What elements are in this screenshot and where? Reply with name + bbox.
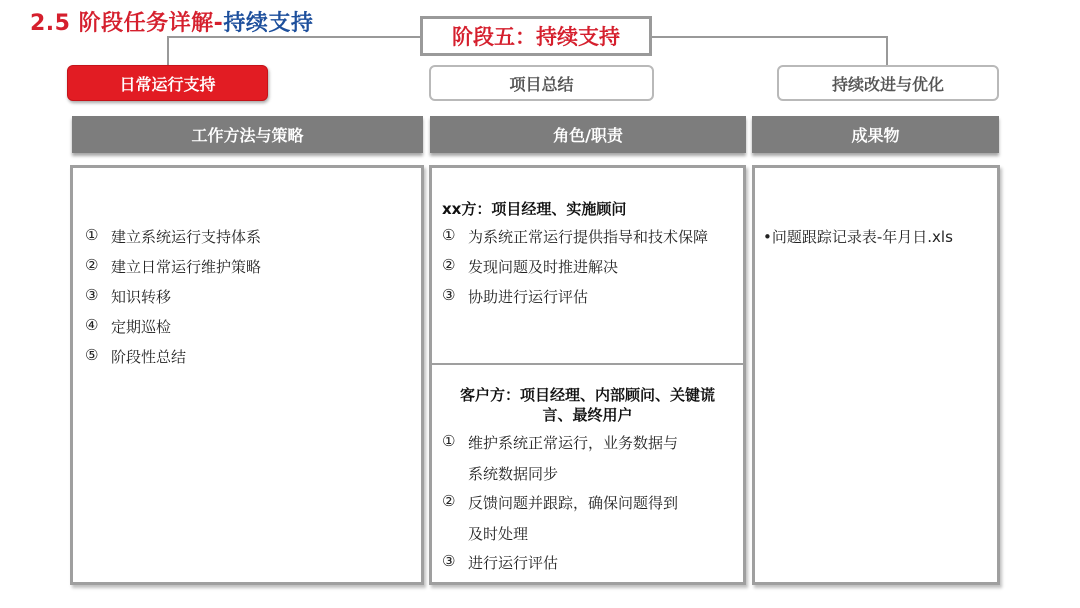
- client-roles-heading: [438, 385, 737, 425]
- tab-daily-operation-support[interactable]: [67, 65, 268, 101]
- list-item: [442, 226, 708, 247]
- item-number: ②: [85, 256, 99, 274]
- item-text: 为系统正常运行提供指导和技术保障: [468, 228, 709, 246]
- column-header-label: 工作方法与策略: [191, 126, 304, 145]
- item-number: ①: [85, 226, 99, 244]
- connector-left-horizontal: [167, 36, 420, 38]
- column-header-label: 角色/职责: [553, 126, 623, 145]
- item-text: 定期巡检: [111, 318, 172, 336]
- column-header-deliverables: [752, 116, 999, 153]
- item-text: 发现问题及时推进解决: [468, 258, 619, 276]
- deliverables-panel: [752, 165, 1000, 585]
- item-text: 建立系统运行支持体系: [111, 228, 262, 246]
- item-number: ①: [442, 226, 456, 244]
- item-number: ②: [442, 256, 456, 274]
- list-item: [442, 552, 558, 573]
- title-sub: 持续支持: [223, 11, 314, 36]
- item-text: 协助进行运行评估: [468, 288, 589, 306]
- tab-project-summary[interactable]: [429, 65, 654, 101]
- client-heading-line1: 客户方：项目经理、内部顾问、关键谎: [459, 386, 715, 404]
- item-text: 维护系统正常运行，业务数据与: [468, 434, 679, 452]
- list-item: [442, 432, 678, 484]
- column-header-methods: [72, 116, 423, 153]
- list-item: [85, 256, 261, 277]
- title-main: 阶段任务详解: [78, 11, 214, 36]
- tab-continuous-improvement[interactable]: [777, 65, 999, 101]
- item-text: 进行运行评估: [468, 554, 559, 572]
- list-item: [442, 286, 588, 307]
- title-separator: -: [213, 11, 224, 36]
- connector-right-vertical: [886, 36, 888, 65]
- phase-title-box: [420, 16, 652, 56]
- roles-panel: [429, 165, 746, 585]
- connector-left-vertical: [167, 36, 169, 65]
- item-number: ③: [442, 286, 456, 304]
- roles-divider: [432, 363, 743, 365]
- methods-panel: [70, 165, 424, 585]
- slide-title: [30, 6, 313, 37]
- list-item: [85, 316, 171, 337]
- list-item: [85, 286, 171, 307]
- tab-label: 持续改进与优化: [831, 74, 944, 94]
- list-item: [85, 346, 186, 367]
- item-number: ③: [85, 286, 99, 304]
- item-number: ②: [442, 492, 456, 510]
- connector-right-horizontal: [652, 36, 888, 38]
- item-number: ③: [442, 552, 456, 570]
- item-number: ④: [85, 316, 99, 334]
- client-heading-line2: 言、最终用户: [542, 406, 633, 424]
- column-header-label: 成果物: [851, 126, 900, 145]
- list-item: [442, 256, 618, 277]
- list-item: [442, 492, 678, 544]
- vendor-roles-heading: xx方：项目经理、实施顾问: [442, 200, 627, 218]
- item-text: 知识转移: [111, 288, 172, 306]
- tab-label: 项目总结: [509, 74, 574, 94]
- item-text: 阶段性总结: [111, 348, 187, 366]
- phase-label: 阶段五：持续支持: [452, 25, 620, 49]
- item-number: ①: [442, 432, 456, 450]
- list-item: [85, 226, 261, 247]
- item-text-continued: 及时处理: [468, 525, 529, 543]
- tab-label: 日常运行支持: [119, 74, 216, 94]
- section-number: 2.5: [30, 11, 71, 36]
- item-number: ⑤: [85, 346, 99, 364]
- item-text-continued: 系统数据同步: [468, 465, 559, 483]
- deliverable-item: •问题跟踪记录表-年月日.xls: [763, 228, 953, 246]
- column-header-roles: [430, 116, 746, 153]
- item-text: 反馈问题并跟踪，确保问题得到: [468, 494, 679, 512]
- item-text: 建立日常运行维护策略: [111, 258, 262, 276]
